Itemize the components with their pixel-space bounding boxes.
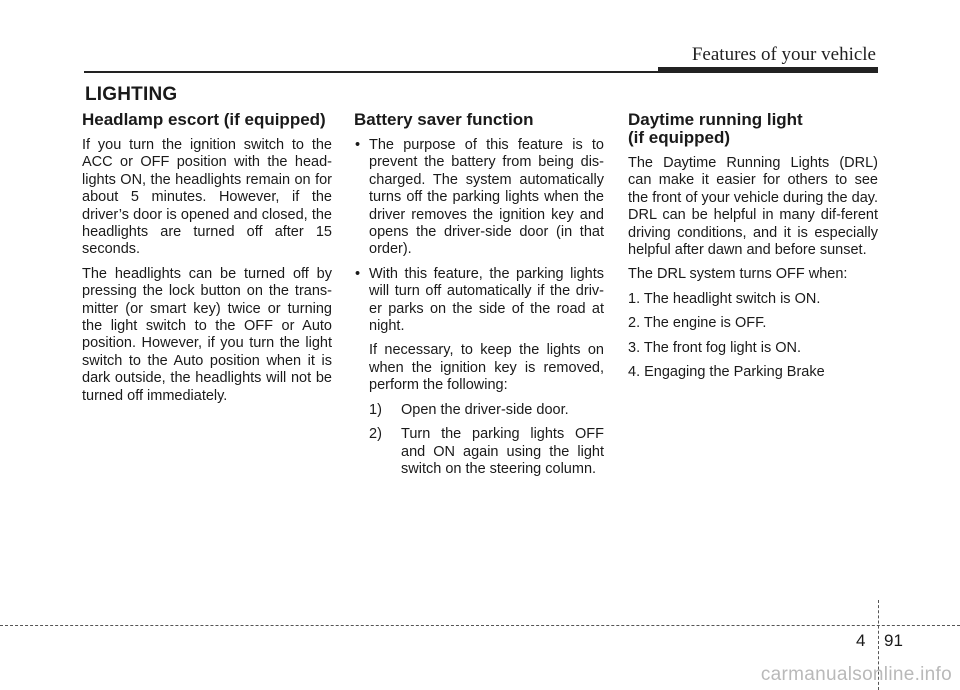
drl-list-item-4: 4. Engaging the Parking Brake [628,364,825,381]
drl-list-item-3: 3. The front fog light is ON. [628,339,802,356]
drl-list-item-1: 1. The headlight switch is ON. [628,290,821,307]
bullet-icon: • [355,265,361,282]
watermark: carmanualsonline.info [760,664,952,685]
drl-paragraph-2: The DRL system turns OFF when: [628,266,848,283]
headlamp-escort-paragraph-2: The headlights can be turned off by pressing the lock button on the trans-mitter (or smart key) twice or turning the light switch to the OFF or Auto position. However, if you turn the light switch to the Auto position when it is dark outside, the headlights will not be turned off immediately. [82,265,332,404]
footer-divider [0,625,960,626]
drl-paragraph-1: The Daytime Running Lights (DRL) can make it easier for others to see the front of your vehicle during the day. DRL can be helpful in many dif-ferent driving conditions, and it is especially helpful after dawn and before sunset. [628,155,878,259]
drl-list-item-2: 2. The engine is OFF. [628,315,767,332]
battery-saver-bullet-2 [354,266,604,336]
step-number: 2) [369,426,382,443]
header-rule-accent [658,67,878,73]
drl-heading [628,111,878,147]
page-number: 91 [884,631,903,650]
column-daytime-running-light [628,111,878,388]
battery-saver-heading: Battery saver function [354,110,534,129]
headlamp-escort-heading: Headlamp escort (if equipped) [82,110,326,129]
headlamp-escort-paragraph-1: If you turn the ignition switch to the ACC or OFF position with the head-lights ON, the headlights remain on for about 5 minutes. However, if the driver’s door is opened and closed, the headlights are turned off after 15 seconds. [82,137,332,258]
bullet-text: The purpose of this feature is to prevent the battery from being dis-charged. The system automatically turns off the parking lights when the driver removes the ignition key and opens the driver-side door (in that order). [369,137,604,258]
battery-saver-bullet-1 [354,137,604,259]
battery-saver-step-2 [354,426,604,478]
step-text: Turn the parking lights OFF and ON again using the light switch on the steering column. [401,426,604,477]
drl-heading-line-2: (if equipped) [628,128,730,147]
bullet-text: With this feature, the parking lights will turn off automatically if the driv-er parks on the side of the road at night. [369,265,604,335]
header-rule [84,71,658,73]
drl-heading-line-1: Daytime running light [628,110,803,129]
header-title: Features of your vehicle [691,44,876,65]
column-headlamp-escort [82,111,332,412]
battery-saver-step-1 [354,402,604,419]
battery-saver-continuation: If necessary, to keep the lights on when the ignition key is removed, perform the following: [369,342,604,394]
step-number: 1) [369,401,382,418]
bullet-icon: • [355,137,361,153]
section-title: LIGHTING [85,84,178,105]
column-battery-saver [354,111,604,485]
chapter-number: 4 [856,631,866,650]
step-text: Open the driver-side door. [401,401,569,418]
